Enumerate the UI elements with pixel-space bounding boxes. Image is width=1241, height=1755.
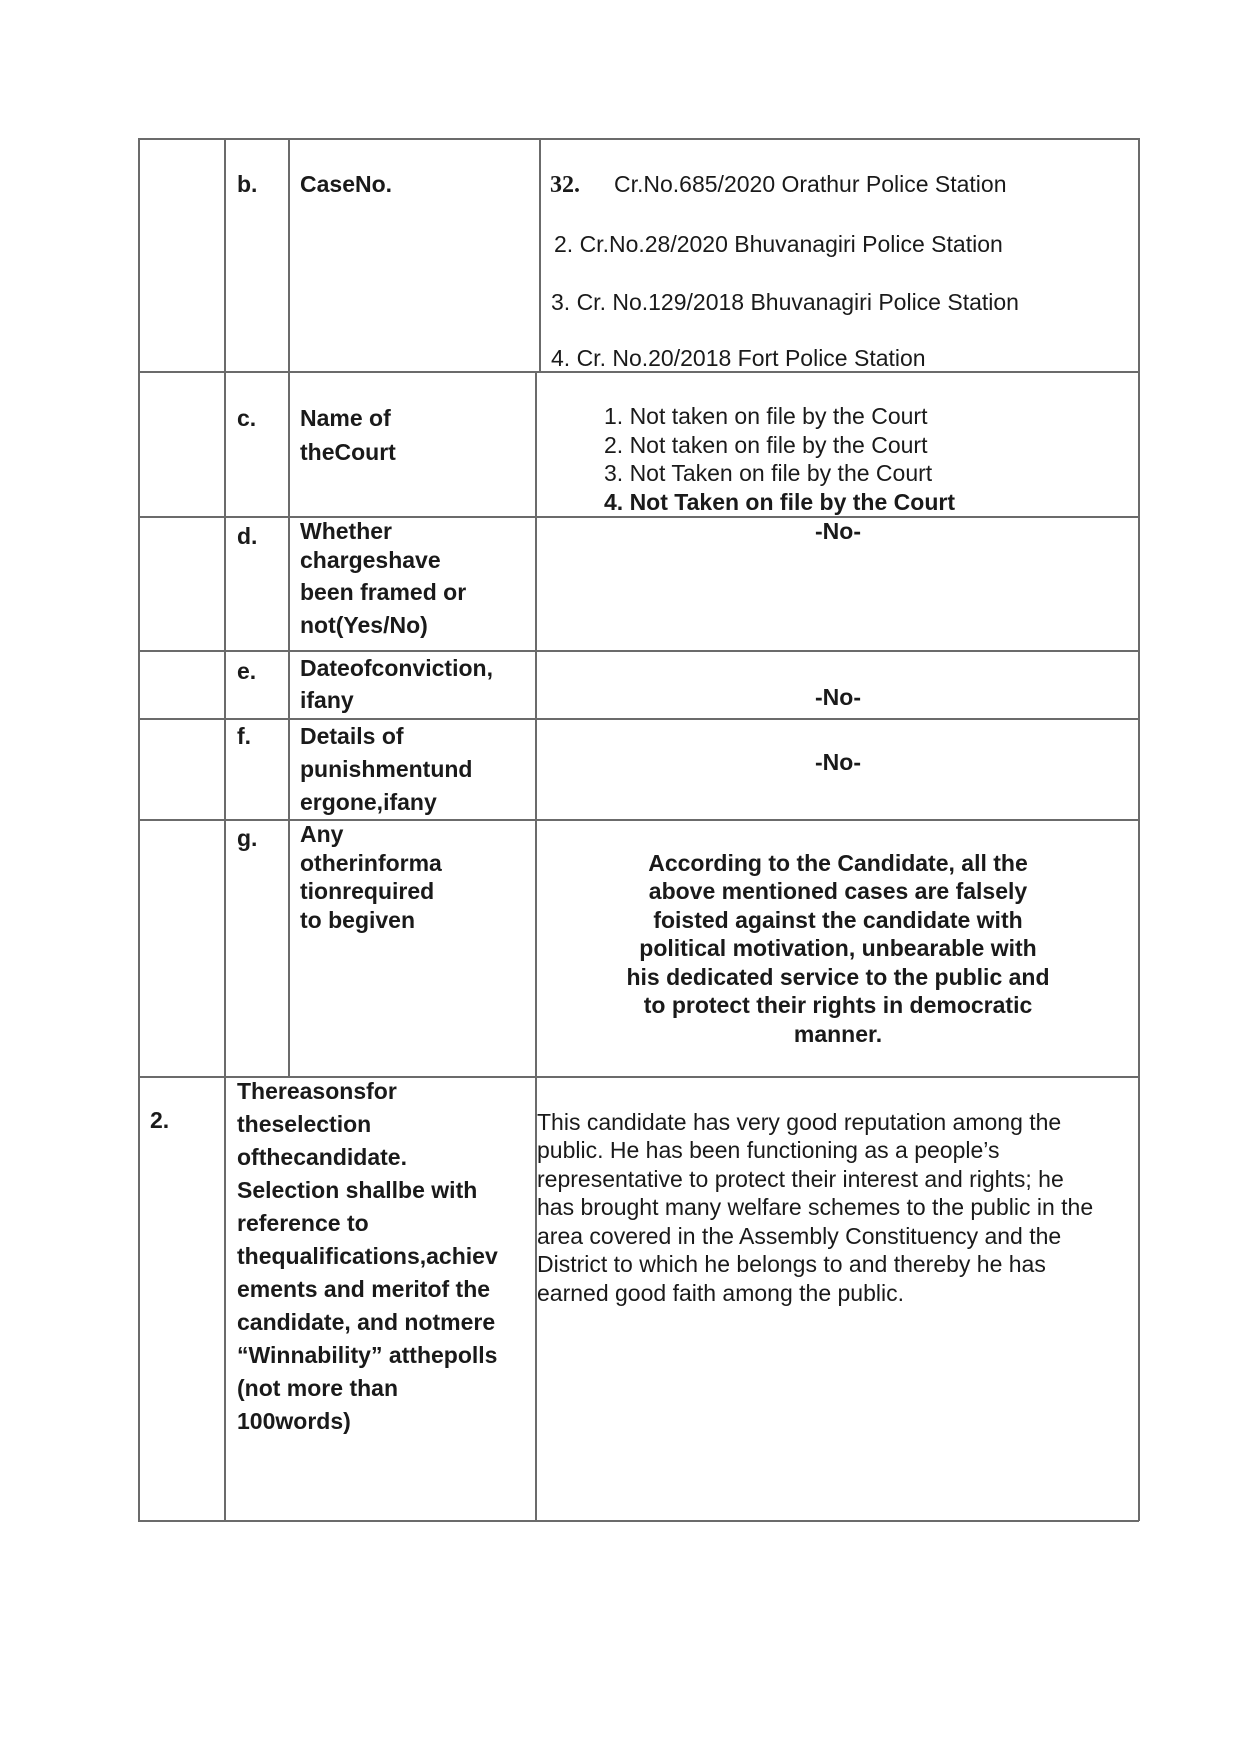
- row-d-label-line-2: chargeshave: [300, 547, 441, 573]
- row-c-label-line-1: Name of: [300, 405, 391, 431]
- row-d-label-line-1: Whether: [300, 518, 392, 544]
- other-info-line-5: his dedicated service to the public and: [626, 964, 1050, 990]
- row-e-label-line-2: ifany: [300, 687, 354, 713]
- case-1-number: 32.: [550, 172, 580, 198]
- row-d-letter: d.: [237, 523, 258, 549]
- case-1-text: Cr.No.685/2020 Orathur Police Station: [614, 171, 1007, 197]
- other-info-line-1: According to the Candidate, all the: [648, 850, 1028, 876]
- case-3-text: 3. Cr. No.129/2018 Bhuvanagiri Police Station: [551, 289, 1019, 315]
- other-info-line-2: above mentioned cases are falsely: [648, 878, 1028, 904]
- reasons-text-line-3: representative to protect their interest and rights; he: [537, 1166, 1064, 1192]
- row-f-label-line-2: punishmentund: [300, 756, 473, 782]
- column-divider-2: [288, 138, 290, 1077]
- table-border-left: [138, 138, 140, 1521]
- row-f-label-line-3: ergone,ifany: [300, 789, 437, 815]
- section-2-label-line-6: thequalifications,achiev: [237, 1243, 498, 1269]
- row-e-label-line-1: Dateofconviction,: [300, 655, 493, 681]
- row-d-label-line-3: been framed or: [300, 579, 467, 605]
- column-divider-3-top: [539, 138, 541, 372]
- row-f-label-line-1: Details of: [300, 723, 404, 749]
- other-info-line-3: foisted against the candidate with: [653, 907, 1023, 933]
- case-4-text: 4. Cr. No.20/2018 Fort Police Station: [551, 345, 926, 371]
- section-2-label-line-8: candidate, and notmere: [237, 1309, 496, 1335]
- case-2-text: 2. Cr.No.28/2020 Bhuvanagiri Police Station: [554, 231, 1003, 257]
- reasons-text-line-5: area covered in the Assembly Constituency and the: [537, 1223, 1062, 1249]
- charges-framed-value: -No-: [815, 518, 861, 544]
- punishment-value: -No-: [815, 749, 861, 775]
- court-item-2: 2. Not taken on file by the Court: [604, 432, 928, 458]
- row-c-label-line-2: theCourt: [300, 439, 396, 465]
- row-e-letter: e.: [237, 658, 257, 684]
- section-2-label-line-2: theselection: [237, 1111, 372, 1137]
- other-info-line-6: to protect their rights in democratic: [643, 992, 1033, 1018]
- court-item-3: 3. Not Taken on file by the Court: [604, 460, 933, 486]
- section-2-label-line-5: reference to: [237, 1210, 369, 1236]
- other-info-line-7: manner.: [793, 1021, 883, 1047]
- section-2-number: 2.: [150, 1107, 170, 1133]
- row-g-label-line-1: Any: [300, 821, 344, 847]
- court-item-1: 1. Not taken on file by the Court: [604, 403, 928, 429]
- section-2-label-line-1: Thereasonsfor: [237, 1078, 397, 1104]
- court-item-4: 4. Not Taken on file by the Court: [604, 489, 955, 515]
- conviction-date-value: -No-: [815, 684, 861, 710]
- section-2-label-line-4: Selection shallbe with: [237, 1177, 478, 1203]
- reasons-text-line-2: public. He has been functioning as a people’s: [537, 1137, 1000, 1163]
- row-g-label-line-2: otherinforma: [300, 850, 442, 876]
- column-divider-1: [224, 138, 226, 1521]
- reasons-text-line-1: This candidate has very good reputation among the: [537, 1109, 1062, 1135]
- row-g-letter: g.: [237, 825, 258, 851]
- row-f-letter: f.: [237, 723, 252, 749]
- section-2-label-line-3: ofthecandidate.: [237, 1144, 407, 1170]
- table-border-bottom: [138, 1520, 1139, 1522]
- table-border-right: [1138, 138, 1140, 1521]
- other-info-line-4: political motivation, unbearable with: [639, 935, 1037, 961]
- reasons-text-line-6: District to which he belongs to and thereby he has: [537, 1251, 1046, 1277]
- section-2-label-line-10: (not more than: [237, 1375, 398, 1401]
- row-g-label-line-3: tionrequired: [300, 878, 435, 904]
- section-2-label-line-9: “Winnability” atthepolls: [237, 1342, 498, 1368]
- section-2-label-line-11: 100words): [237, 1408, 351, 1434]
- row-g-label-line-4: to begiven: [300, 907, 416, 933]
- row-b-label: CaseNo.: [300, 171, 393, 197]
- row-c-letter: c.: [237, 405, 257, 431]
- row-d-label-line-4: not(Yes/No): [300, 612, 428, 638]
- row-b-letter: b.: [237, 171, 258, 197]
- section-2-label-line-7: ements and meritof the: [237, 1276, 491, 1302]
- reasons-text-line-4: has brought many welfare schemes to the public in the: [537, 1194, 1094, 1220]
- reasons-text-line-7: earned good faith among the public.: [537, 1280, 904, 1306]
